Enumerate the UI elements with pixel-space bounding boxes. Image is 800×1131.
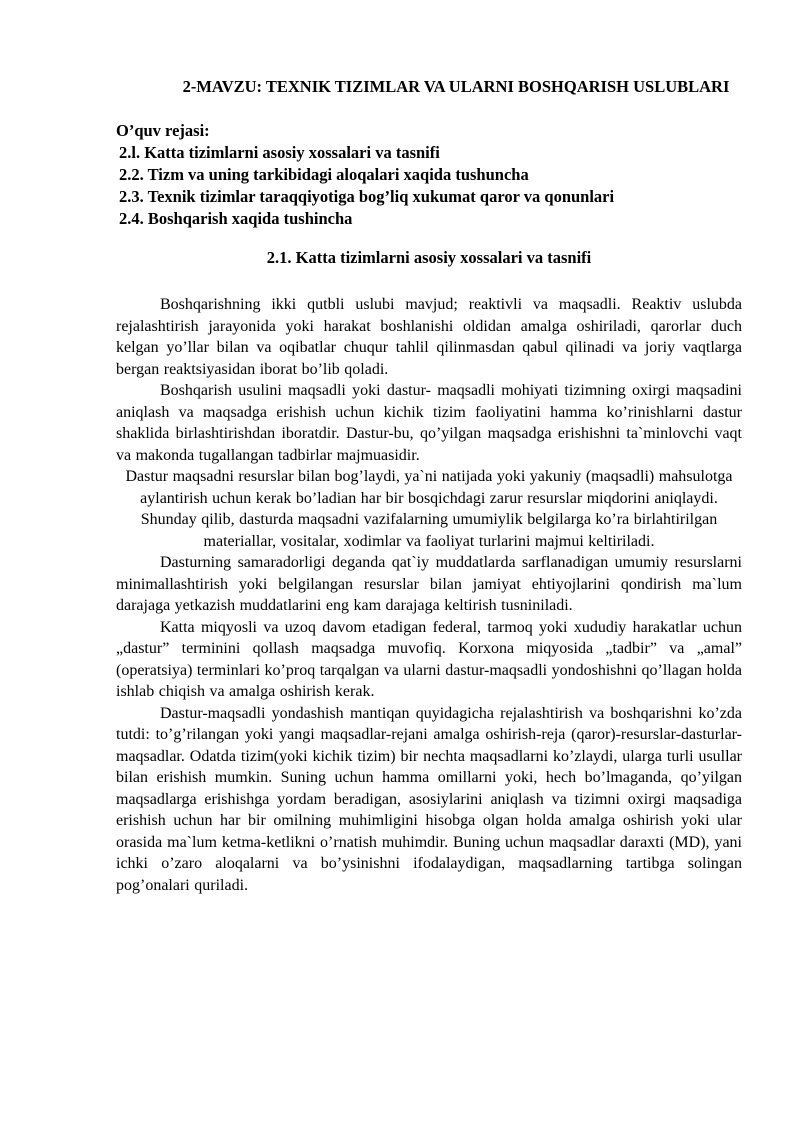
study-plan-item: 2.4. Boshqarish xaqida tushincha: [119, 209, 353, 228]
study-plan-item: 2.3. Texnik tizimlar taraqqiyotiga bog’liq xukumat qaror va qonunlari: [119, 187, 615, 206]
paragraph: Dasturning samaradorligi deganda qat`iy muddatlarda sarflanadigan umumiy resurslarni minimallashtirish yoki belgilangan resurslar bilan jamiyat ehtiyojlarini qondirish ma`lum darajaga yetkazish muddatlarini eng kam darajaga keltirish tusniniladi.: [116, 554, 742, 614]
document-page: [116, 76, 742, 896]
study-plan-item: 2.l. Katta tizimlarni asosiy xossalari va tasnifi: [119, 143, 440, 162]
paragraph: Dastur-maqsadli yondashish mantiqan quyidagicha rejalashtirish va boshqarishni ko’zda tutdi: to’g’rilangan yoki yangi maqsadlar-rejani amalga oshirish-reja (qaror)-resurslar-dasturlar-maqsadlar. Odatda tizim(yoki kichik tizim) bir nechta maqsadlarni ko’zlaydi, ularga turli usullar bilan erishish mumkin. Suning uchun hamma omillarni yoki, hech bo’lmaganda, qo’yilgan maqsadlarga erishishga yordam beradigan, asosiylarini aniqlash va tizimni oxirgi maqsadiga erishish uchun har bir omilning muhimligini hisobga olgan holda amalga oshirish yoki ular orasida ma`lum ketma-ketlikni o’rnatish muhimdir. Buning uchun maqsadlar daraxti (MD), yani ichki o’zaro aloqalarni va bo’ysinishni ifodalaydigan, maqsadlarning tartibga solingan pog’onalari quriladi.: [116, 704, 742, 894]
section-title: 2.1. Katta tizimlarni asosiy xossalari va tasnifi: [266, 248, 592, 267]
paragraph: Boshqarish usulini maqsadli yoki dastur- maqsadli mohiyati tizimning oxirgi maqsadini aniqlash va maqsadga erishish uchun kichik tizim faoliyatini hamma ko’rinishlarni dastur shaklida birlashtirishdan iboratdir. Dastur-bu, qo’yilgan maqsadga erishishni ta`minlovchi vaqt va makonda tugallangan tadbirlar majmuasidir.: [116, 382, 742, 464]
document-title: 2-MAVZU: TEXNIK TIZIMLAR VA ULARNI BOSHQARISH USLUBLARI: [182, 77, 730, 96]
study-plan-heading: O’quv rejasi:: [116, 121, 210, 140]
paragraph: Dastur maqsadni resurslar bilan bog’laydi, ya`ni natijada yoki yakuniy (maqsadli) mahsulotga aylantirish uchun kerak bo’ladian har bir bosqichdagi zarur resurslar miqdorini aniqlaydi. Shunday qilib, dasturda maqsadni vazifalarning umumiylik belgilarga ko’ra birlahtirilgan materiallar, vositalar, xodimlar va faoliyat turlarini majmui keltiriladi.: [125, 468, 733, 550]
paragraph: Katta miqyosli va uzoq davom etadigan federal, tarmoq yoki xududiy harakatlar uchun „dastur” terminini qollash maqsadga muvofiq. Korxona miqyosida „tadbir” va „amal” (operatsiya) terminlari ko’proq tarqalgan va ularni dastur-maqsadli yondoshishni qo’llagan holda ishlab chiqish va amalga oshirish kerak.: [116, 618, 742, 700]
section-body: [116, 294, 742, 896]
study-plan-list: [116, 142, 742, 230]
study-plan-item: 2.2. Tizm va uning tarkibidagi aloqalari xaqida tushuncha: [119, 165, 529, 184]
paragraph: Boshqarishning ikki qutbli uslubi mavjud; reaktivli va maqsadli. Reaktiv uslubda rejalashtirish jarayonida yoki harakat boshlanishi oldidan amalga oshiriladi, qarorlar duch kelgan yo’llar bilan va oqibatlar chuqur tahlil qilinmasdan qabul qilinadi va joriy vaqtlarga bergan reaktsiyasidan iborat bo’lib qoladi.: [116, 296, 742, 378]
